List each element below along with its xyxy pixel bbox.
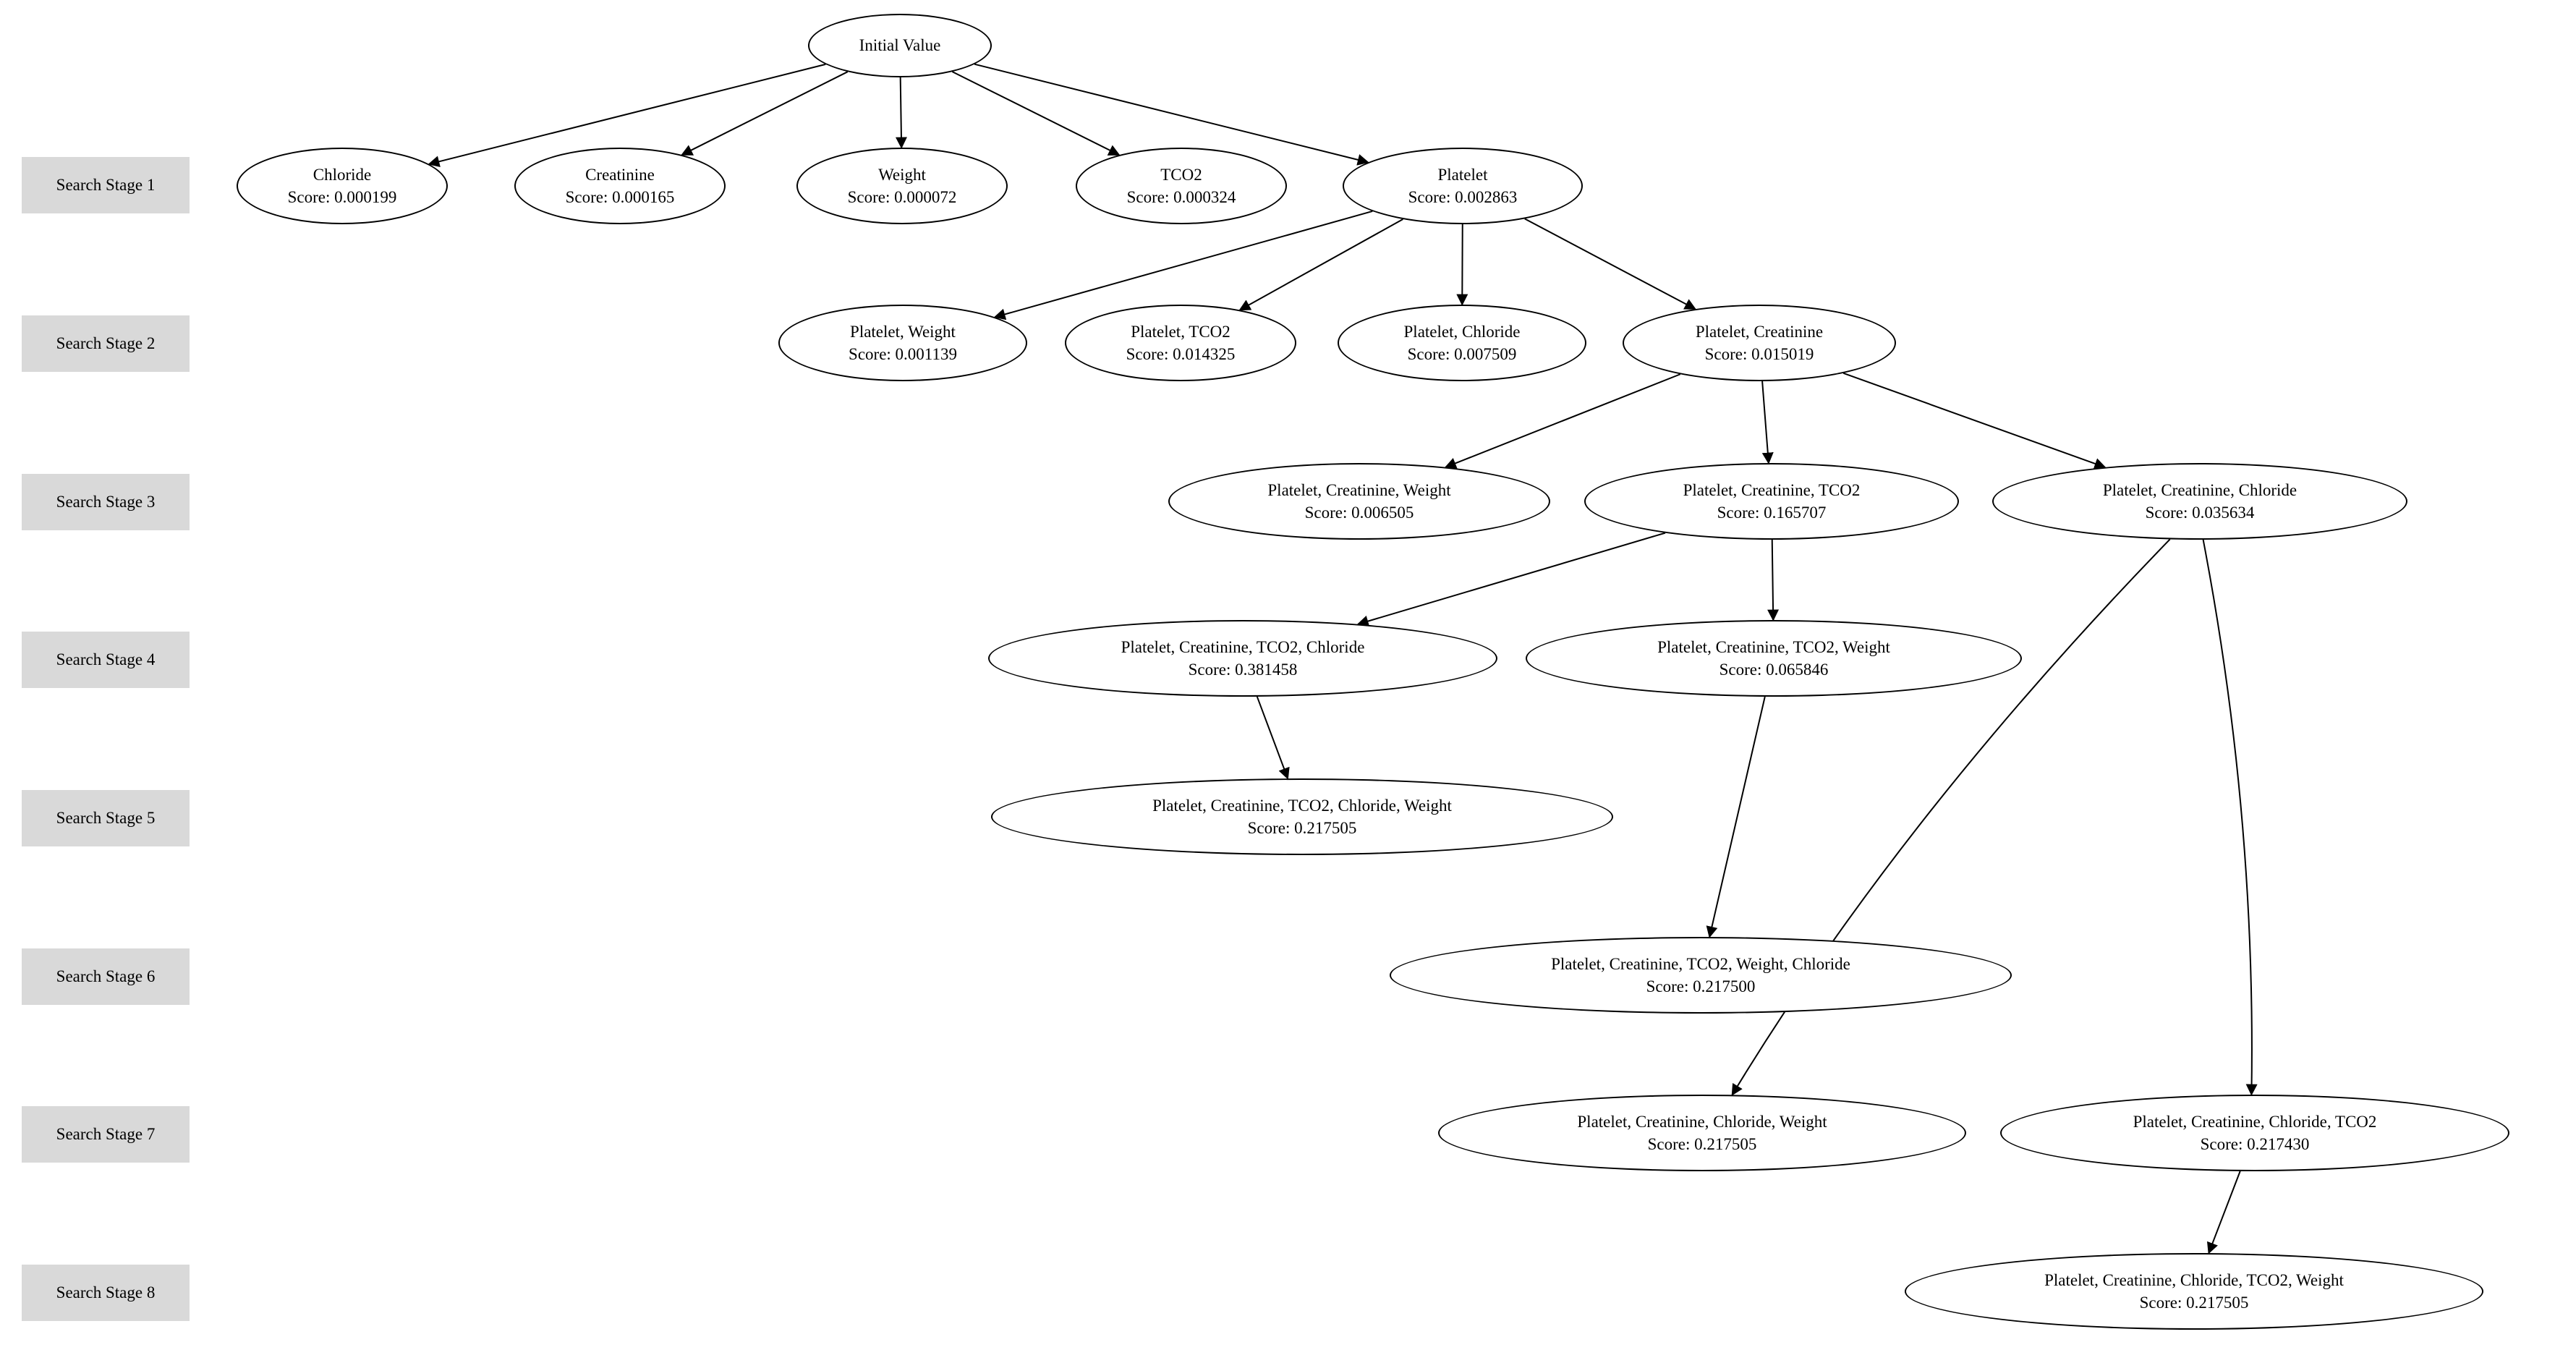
node-score: Score: 0.217430 <box>2200 1135 2310 1153</box>
graph-edge <box>1358 533 1665 624</box>
node-score: Score: 0.217505 <box>2139 1294 2249 1312</box>
node-score: Score: 0.000324 <box>1126 188 1236 206</box>
graph-node[interactable] <box>1390 937 2012 1014</box>
graph-edge <box>1762 381 1769 463</box>
stage-label: Search Stage 1 <box>22 157 190 213</box>
graph-node[interactable] <box>1076 148 1287 224</box>
node-score: Score: 0.000165 <box>565 188 675 206</box>
graph-node[interactable] <box>1343 148 1583 224</box>
stage-label: Search Stage 8 <box>22 1265 190 1321</box>
node-label: Platelet, Creatinine, Chloride, TCO2, Weight <box>2044 1270 2344 1289</box>
node-label: Chloride <box>313 165 372 184</box>
graph-node[interactable] <box>808 14 992 77</box>
node-label: Platelet, Creatinine, TCO2, Chloride <box>1121 637 1365 656</box>
node-label: Platelet, Weight <box>850 322 956 341</box>
node-label: Platelet, Creatinine, TCO2, Chloride, Weight <box>1152 796 1452 815</box>
node-score: Score: 0.035634 <box>2145 504 2255 522</box>
node-score: Score: 0.015019 <box>1704 345 1814 363</box>
graph-node[interactable] <box>237 148 448 224</box>
node-label: Initial Value <box>859 36 941 55</box>
stage-label: Search Stage 4 <box>22 632 190 688</box>
node-label: Platelet, Chloride <box>1403 322 1521 341</box>
stage-label: Search Stage 2 <box>22 315 190 372</box>
graph-edge <box>1445 374 1680 467</box>
graph-node[interactable] <box>1623 305 1896 381</box>
node-score: Score: 0.065846 <box>1719 661 1829 679</box>
node-label: Creatinine <box>585 165 655 184</box>
node-label: Platelet, Creatinine, TCO2, Weight <box>1657 637 1890 656</box>
stage-label: Search Stage 7 <box>22 1106 190 1163</box>
node-score: Score: 0.014325 <box>1126 345 1236 363</box>
node-score: Score: 0.381458 <box>1188 661 1298 679</box>
node-score: Score: 0.002863 <box>1408 188 1518 206</box>
stage-label: Search Stage 3 <box>22 474 190 530</box>
node-label: Platelet, Creatinine, Chloride, Weight <box>1577 1112 1827 1131</box>
node-label: Platelet, Creatinine <box>1695 322 1824 341</box>
graph-node[interactable] <box>1584 463 1959 540</box>
node-label: Platelet, Creatinine, TCO2, Weight, Chloride <box>1551 954 1850 973</box>
node-label: Platelet, Creatinine, TCO2 <box>1683 480 1861 499</box>
graph-node[interactable] <box>778 305 1027 381</box>
node-label: Platelet, Creatinine, Chloride <box>2102 480 2297 499</box>
node-score: Score: 0.217505 <box>1247 819 1357 837</box>
graph-edge <box>952 72 1119 155</box>
node-label: Platelet, Creatinine, Chloride, TCO2 <box>2133 1112 2377 1131</box>
node-score: Score: 0.000072 <box>847 188 957 206</box>
node-score: Score: 0.007509 <box>1407 345 1517 363</box>
stage-label: Search Stage 6 <box>22 948 190 1005</box>
graph-edge <box>995 211 1372 317</box>
graph-edge <box>2209 1171 2240 1253</box>
node-label: TCO2 <box>1160 165 1202 184</box>
graph-node[interactable] <box>1168 463 1550 540</box>
graph-edge <box>682 72 848 155</box>
node-label: Platelet, Creatinine, Weight <box>1267 480 1451 499</box>
node-score: Score: 0.001139 <box>849 345 957 363</box>
node-label: Platelet <box>1437 165 1488 184</box>
graph-edge <box>1709 697 1765 937</box>
graph-node[interactable] <box>1338 305 1586 381</box>
graph-edge <box>1257 697 1288 778</box>
graph-node[interactable] <box>514 148 726 224</box>
graph-node[interactable] <box>796 148 1008 224</box>
graph-node[interactable] <box>1992 463 2407 540</box>
graph-node[interactable] <box>991 778 1613 855</box>
graph-edge <box>1843 373 2105 467</box>
node-score: Score: 0.006505 <box>1304 504 1414 522</box>
graph-edge <box>901 77 902 148</box>
graph-edge <box>1772 540 1774 620</box>
graph-node[interactable] <box>988 620 1497 697</box>
node-score: Score: 0.000199 <box>287 188 397 206</box>
node-score: Score: 0.217500 <box>1646 977 1756 995</box>
graph-edge <box>1240 219 1403 310</box>
graph-node[interactable] <box>1438 1095 1966 1171</box>
node-score: Score: 0.217505 <box>1647 1135 1757 1153</box>
graph-node[interactable] <box>1526 620 2022 697</box>
graph-node[interactable] <box>1065 305 1296 381</box>
node-score: Score: 0.165707 <box>1717 504 1827 522</box>
graph-node[interactable] <box>1905 1253 2483 1330</box>
graph-edge <box>2203 540 2252 1095</box>
graph-edge <box>1462 224 1463 305</box>
stage-label: Search Stage 5 <box>22 790 190 846</box>
node-label: Weight <box>878 165 926 184</box>
node-label: Platelet, TCO2 <box>1131 322 1230 341</box>
graph-edge <box>1525 218 1696 309</box>
graph-node[interactable] <box>2000 1095 2509 1171</box>
